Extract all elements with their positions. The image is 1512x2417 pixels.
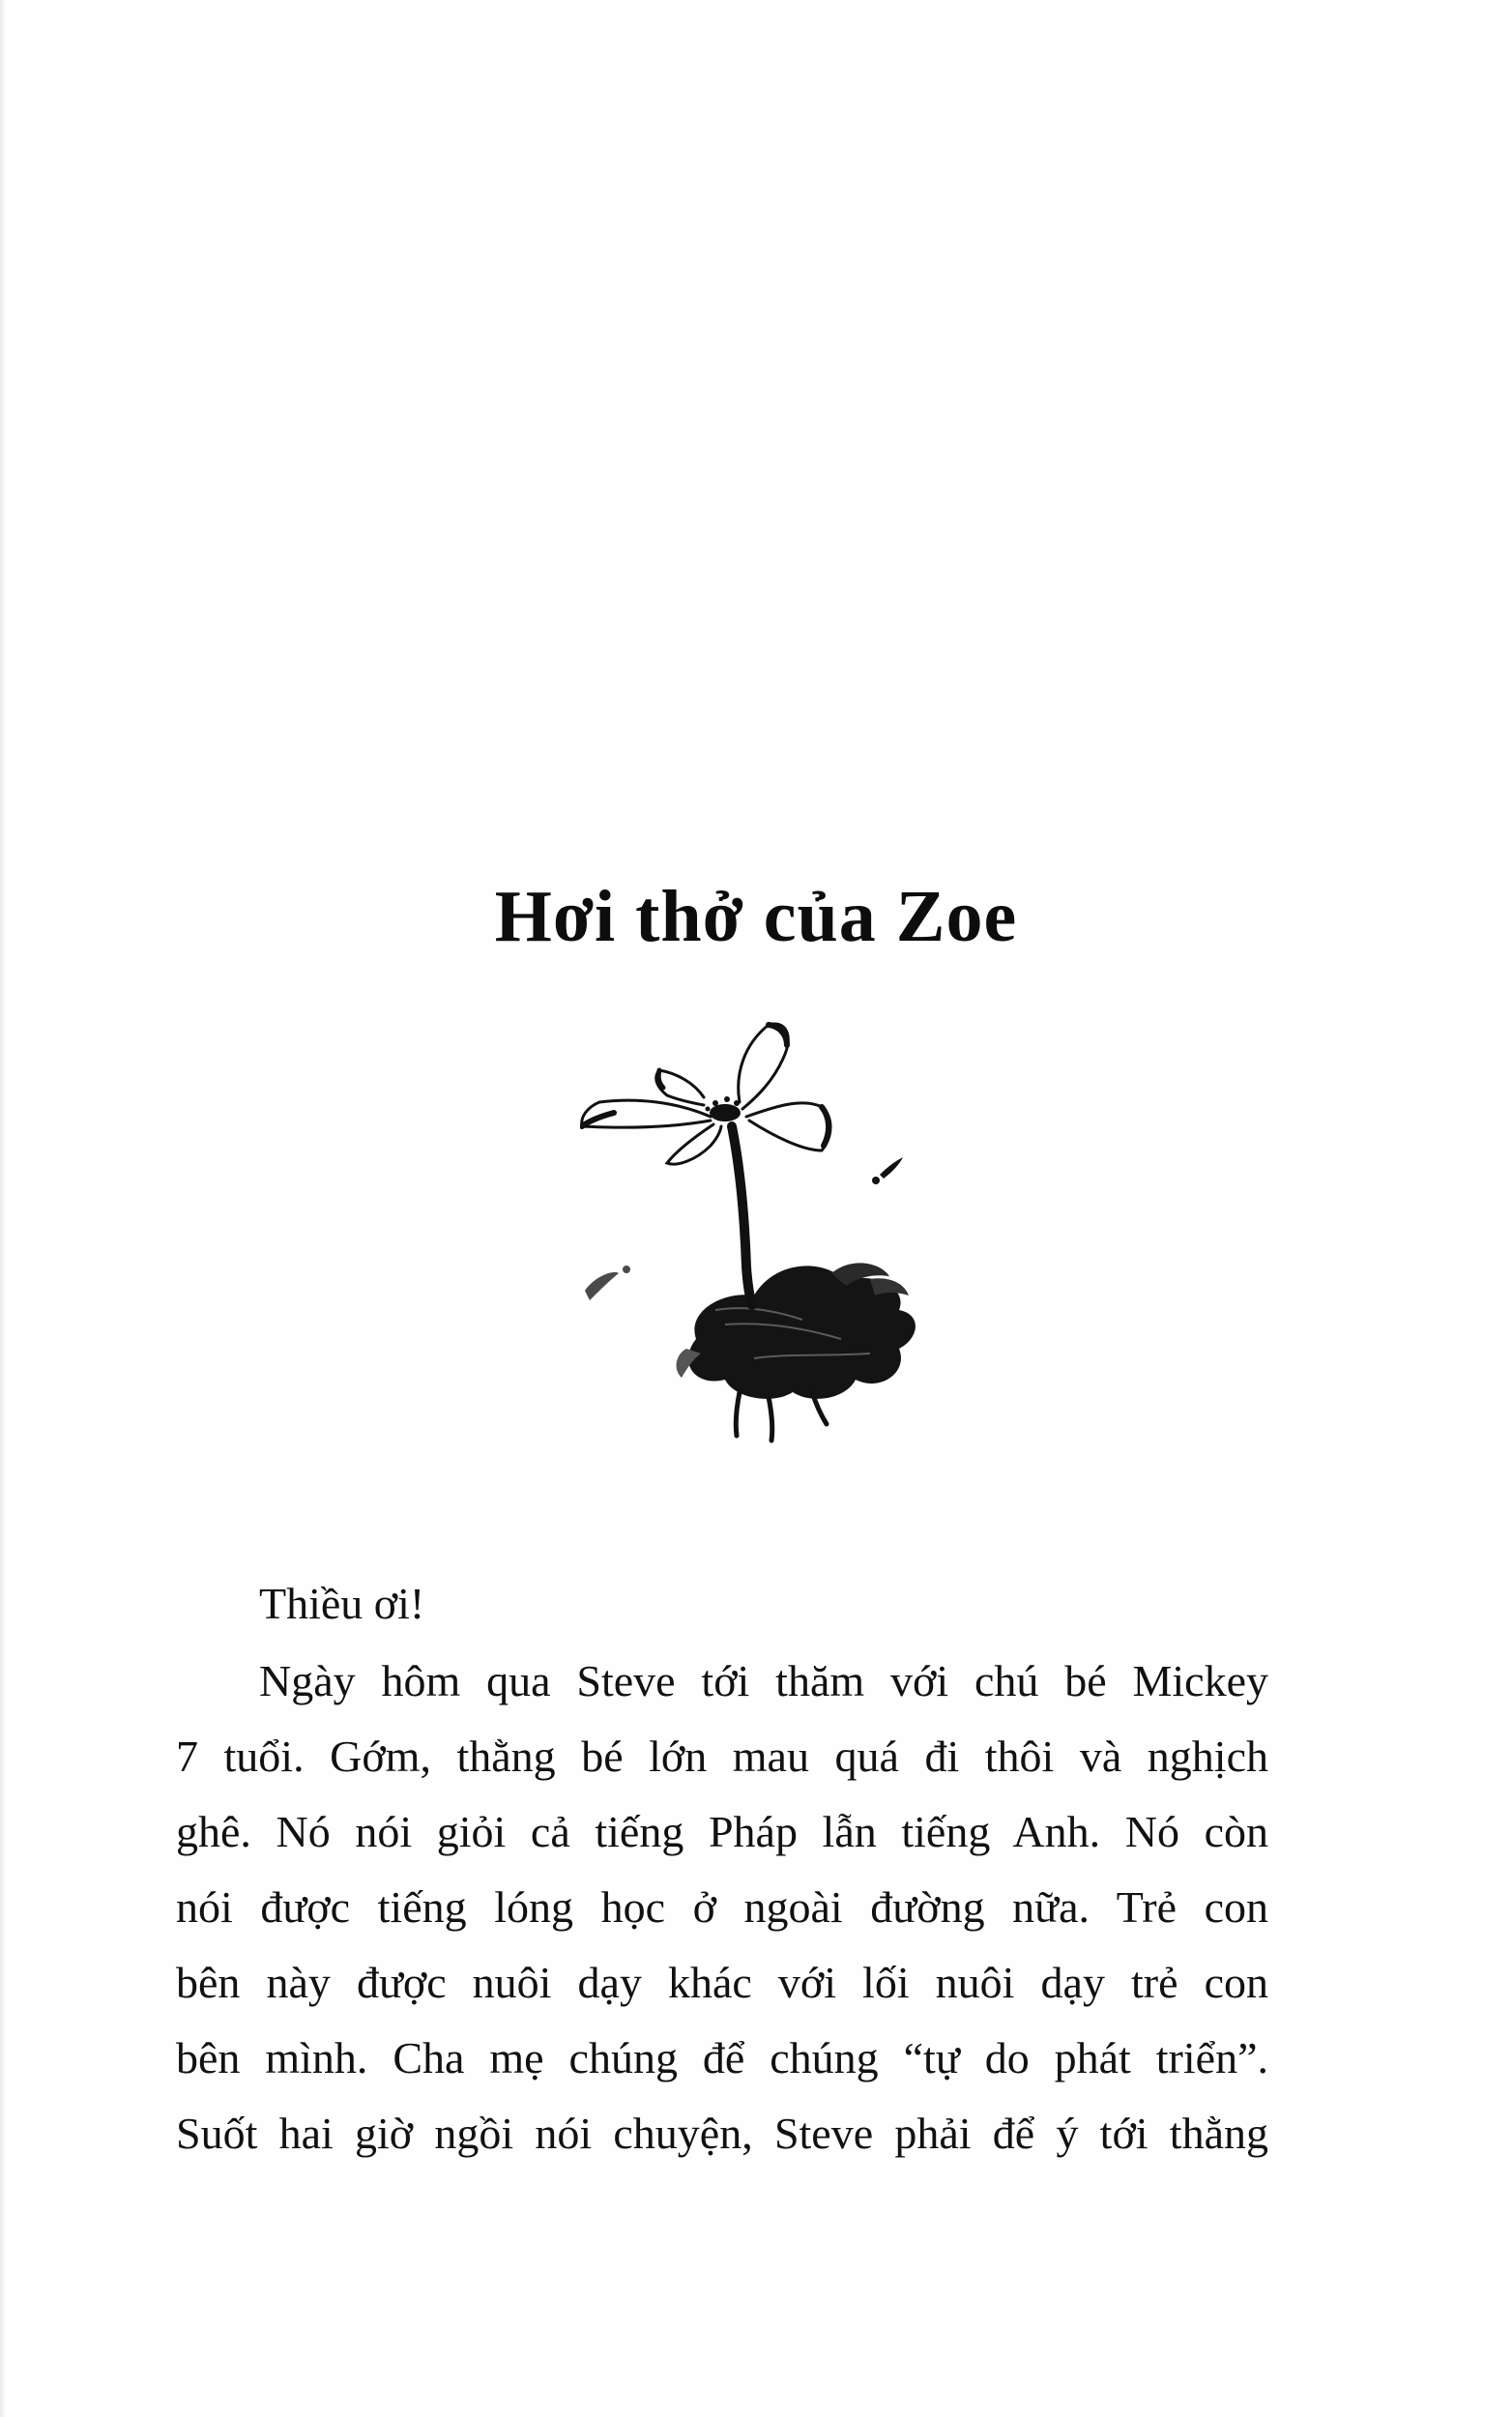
flying-seed: [872, 1157, 903, 1184]
letter-salutation: Thiều ơi!: [259, 1579, 425, 1628]
text-line: nói được tiếng lóng học ở ngoài đường nữa. Trẻ con: [176, 1882, 1268, 1932]
lotus-ink-painting-icon: [580, 1020, 947, 1445]
text-line: Ngày hôm qua Steve tới thăm với chú bé Mickey: [259, 1656, 1268, 1705]
chapter-title: Hơi thở của Zoe: [494, 876, 1018, 957]
text-line: bên này được nuôi dạy khác với lối nuôi dạy trẻ con: [176, 1958, 1268, 2007]
letter-body: [176, 1566, 1268, 2171]
flower-petals: [582, 1024, 830, 1164]
text-line: ghê. Nó nói giỏi cả tiếng Pháp lẫn tiếng Anh. Nó còn: [176, 1807, 1268, 1856]
lotus-leaf: [677, 1263, 916, 1399]
flower-stem: [732, 1126, 752, 1305]
ink-splash-left: [585, 1266, 630, 1300]
text-line: 7 tuổi. Gớm, thằng bé lớn mau quá đi thôi và nghịch: [176, 1732, 1268, 1781]
page-edge-shadow: [0, 0, 6, 2417]
text-line: Suốt hai giờ ngồi nói chuyện, Steve phải để ý tới thằng: [176, 2109, 1268, 2158]
leaf-stems: [736, 1392, 827, 1441]
letter-paragraph: [176, 1644, 1268, 2171]
text-line: bên mình. Cha mẹ chúng để chúng “tự do phát triển”.: [176, 2033, 1268, 2082]
